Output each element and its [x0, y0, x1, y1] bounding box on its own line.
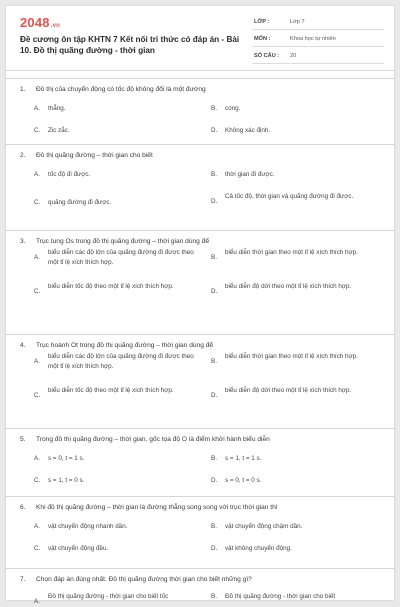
question-text: [20, 86, 206, 93]
question-number: 4.: [20, 342, 26, 349]
question-text: [20, 576, 252, 583]
option-letter: A.: [34, 254, 40, 261]
question-text: [20, 436, 270, 443]
option-text: s = 1, t = 1 s.: [225, 455, 262, 462]
option-letter: D.: [211, 392, 218, 399]
option-text: Cả tốc độ, thời gian và quãng đường đi được.: [225, 193, 354, 200]
option-text: vật chuyển động chậm dần.: [225, 523, 303, 530]
option-text: Đồ thị quãng đường - thời gian cho biết tốc: [48, 593, 169, 600]
option-letter: C.: [34, 127, 41, 134]
option-letter: B.: [211, 455, 217, 462]
option-text: biểu diễn các độ lớn của quãng đường đi được theo một tỉ lệ xích thích hợp.: [48, 249, 194, 266]
option-text: biểu diễn tốc độ theo một tỉ lệ xích thích hợp.: [48, 283, 174, 290]
option-text: biểu diễn độ dời theo một tỉ lệ xích thích hợp.: [225, 283, 352, 290]
option-letter: A.: [34, 171, 40, 178]
option-letter: B.: [211, 105, 217, 112]
document-header: [6, 6, 394, 71]
option-letter: D.: [211, 288, 218, 295]
question-number: 1.: [20, 86, 26, 93]
option-text: Không xác định.: [225, 127, 271, 134]
question-number: 3.: [20, 238, 26, 245]
question-text: [20, 504, 278, 511]
option-letter: A.: [34, 455, 40, 462]
question-number: 5.: [20, 436, 26, 443]
question-stem: Trục tung Os trong đồ thị quãng đường – thời gian dùng để: [36, 238, 210, 245]
option-text: vật không chuyển động.: [225, 545, 292, 552]
option-text: biểu diễn độ dời theo một tỉ lệ xích thích hợp.: [225, 387, 352, 394]
question-stem: Đồ thị của chuyển động có tốc độ không đổi là một đường: [36, 86, 206, 93]
option-letter: C.: [34, 545, 41, 552]
meta-row-subject: [252, 32, 384, 47]
question-divider: [6, 334, 394, 335]
question-text: [20, 238, 209, 245]
option-text: tốc độ đi được.: [48, 171, 91, 178]
worksheet-page: [6, 6, 394, 605]
option-text: cong.: [225, 105, 241, 112]
option-text: quãng đường đi được.: [48, 199, 112, 206]
question-text: [20, 342, 213, 349]
question-stem: Trong đồ thị quãng đường – thời gian, gốc tọa độ O là điểm khởi hành biểu diễn: [36, 436, 270, 443]
option-letter: D.: [211, 198, 218, 205]
question-divider: [6, 144, 394, 145]
option-letter: A.: [34, 105, 40, 112]
meta-grade-label: LỚP :: [254, 19, 270, 25]
option-letter: D.: [211, 545, 218, 552]
option-letter: B.: [211, 593, 217, 600]
option-text: thời gian đi được.: [225, 171, 275, 178]
question-divider: [6, 230, 394, 231]
option-text: biểu diễn thời gian theo một tỉ lệ xích thích hợp.: [225, 353, 358, 360]
option-text: s = 0, t = 1 s.: [48, 455, 85, 462]
meta-count-value: 20: [290, 53, 297, 59]
option-text: s = 0, t = 0 s.: [225, 477, 262, 484]
meta-count-label: SỐ CÂU :: [254, 53, 280, 59]
meta-row-count: [252, 49, 384, 64]
option-letter: C.: [34, 392, 41, 399]
meta-grade-value: Lớp 7: [290, 19, 305, 25]
option-text: thẳng.: [48, 105, 66, 112]
meta-row-grade: [252, 15, 384, 30]
option-letter: B.: [211, 254, 217, 261]
logo-suffix: .vn: [50, 23, 61, 29]
question-divider: [6, 568, 394, 569]
document-meta: [252, 15, 384, 66]
document-title: Đề cương ôn tập KHTN 7 Kết nối tri thức có đáp án - Bài 10. Đồ thị quãng đường - thời gian: [20, 35, 240, 55]
option-letter: C.: [34, 199, 41, 206]
site-logo[interactable]: [20, 15, 60, 30]
question-number: 6.: [20, 504, 26, 511]
option-letter: A.: [34, 358, 40, 365]
option-letter: C.: [34, 288, 41, 295]
option-letter: D.: [211, 127, 218, 134]
question-stem: Khi đồ thị quãng đường – thời gian là đường thẳng song song với trục thời gian thì: [36, 504, 278, 511]
option-text: biểu diễn thời gian theo một tỉ lệ xích thích hợp.: [225, 249, 358, 256]
option-text: s = 1, t = 0 s.: [48, 477, 85, 484]
option-letter: D.: [211, 477, 218, 484]
option-text: vật chuyển động đều.: [48, 545, 109, 552]
question-stem: Chọn đáp án đúng nhất. Đồ thị quãng đường thời gian cho biết những gì?: [36, 576, 252, 583]
question-stem: Đồ thị quãng đường – thời gian cho biết: [36, 152, 153, 159]
option-text: Đồ thị quãng đường - thời gian cho biết: [225, 593, 336, 600]
option-text: Zic zắc.: [48, 127, 70, 134]
meta-subject-value: Khoa học tự nhiên: [290, 36, 336, 42]
question-number: 2.: [20, 152, 26, 159]
question-divider: [6, 78, 394, 79]
option-text: biểu diễn các độ lớn của quãng đường đi được theo một tỉ lệ xích thích hợp.: [48, 353, 194, 370]
option-letter: A.: [34, 523, 40, 530]
question-divider: [6, 428, 394, 429]
option-letter: B.: [211, 171, 217, 178]
option-text: vật chuyển động nhanh dần.: [48, 523, 128, 530]
option-letter: B.: [211, 523, 217, 530]
question-number: 7.: [20, 576, 26, 583]
option-letter: B.: [211, 358, 217, 365]
option-letter: C.: [34, 477, 41, 484]
question-divider: [6, 496, 394, 497]
option-text: biểu diễn tốc độ theo một tỉ lệ xích thích hợp.: [48, 387, 174, 394]
logo-main: 2048: [20, 15, 50, 30]
question-stem: Trục hoành Ot trong đồ thị quãng đường – thời gian dùng để: [36, 342, 214, 349]
option-letter: A.: [34, 598, 40, 605]
meta-subject-label: MÔN :: [254, 36, 271, 42]
question-text: [20, 152, 153, 159]
